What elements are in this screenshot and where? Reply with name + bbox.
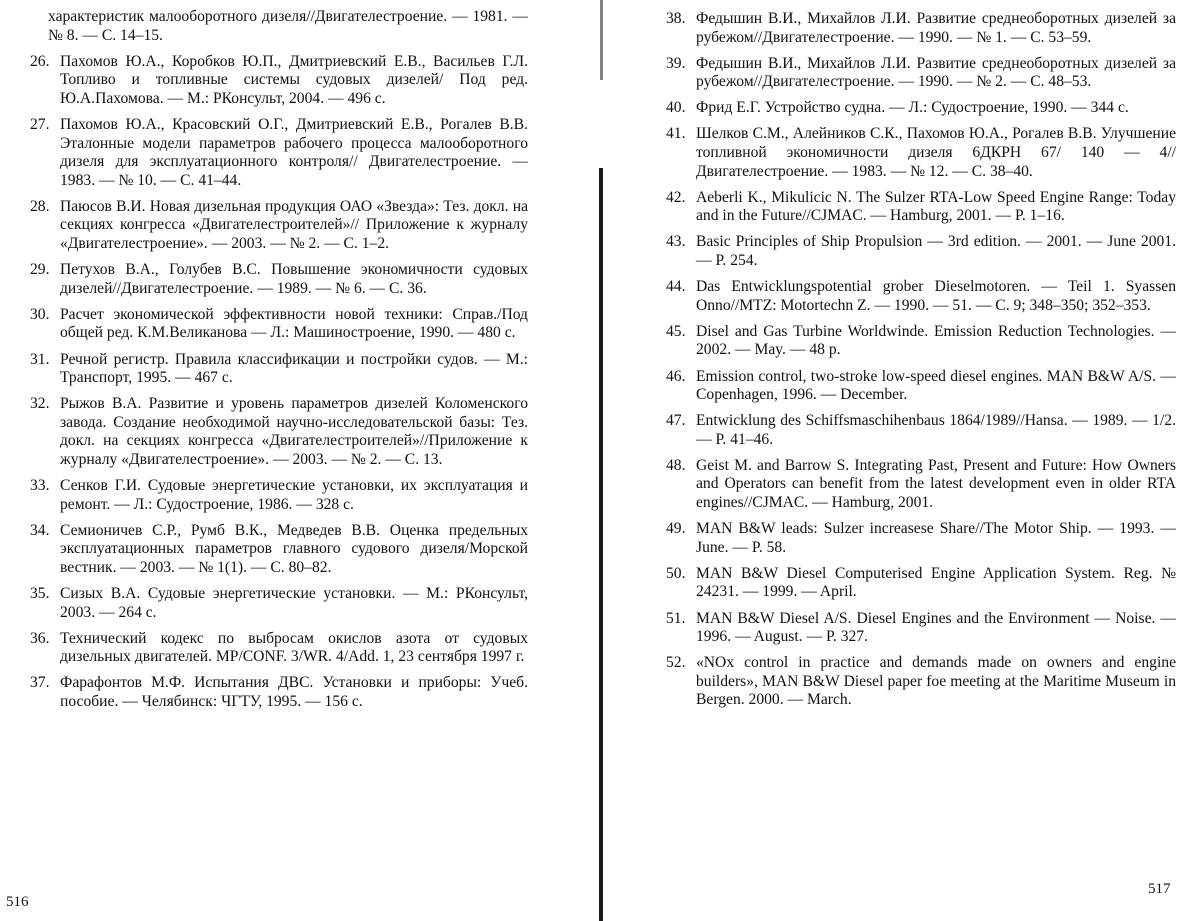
reference-continuation xyxy=(30,8,528,45)
reference-item xyxy=(666,233,1176,270)
reference-number: 50. xyxy=(666,564,686,582)
reference-text: Geist M. and Barrow S. Integrating Past, Present and Future: How Owners and Operators can benefit from the latest development even in older RTA engines//CJMAC. — Hamburg, 2001. xyxy=(696,456,1176,512)
reference-item xyxy=(666,565,1176,602)
reference-item xyxy=(30,674,528,711)
reference-number: 35. xyxy=(30,585,50,603)
reference-text: Пахомов Ю.А., Красовский О.Г., Дмитриевский Е.В., Рогалев В.В. Эталонные модели параметров рабочего процесса малооборотного дизеля для эксплуатационного контроля// Двигателестроение. — 1983. — № 10. — С. 41–44. xyxy=(60,115,528,189)
reference-number: 51. xyxy=(666,609,686,627)
reference-number: 45. xyxy=(666,322,686,340)
reference-number: 34. xyxy=(30,521,50,539)
reference-item xyxy=(30,522,528,578)
reference-item xyxy=(666,99,1176,118)
reference-text: Сенков Г.И. Судовые энергетические установки, их эксплуатация и ремонт. — Л.: Судостроение, 1986. — 328 с. xyxy=(60,477,528,513)
reference-number: 28. xyxy=(30,197,50,215)
reference-text: Паюсов В.И. Новая дизельная продукция ОАО «Звезда»: Тез. докл. на секциях конгресса «Двигателестроителей»// Приложение к журналу «Двигателестроение». — 2003. — № 2. — С. 1–2. xyxy=(60,197,528,253)
reference-number: 39. xyxy=(666,54,686,72)
reference-number: 27. xyxy=(30,115,50,133)
reference-item xyxy=(30,53,528,109)
reference-number: 48. xyxy=(666,456,686,474)
reference-text: MAN B&W Diesel Computerised Engine Application System. Reg. № 24231. — 1999. — April. xyxy=(696,564,1176,601)
reference-number: 41. xyxy=(666,125,686,143)
reference-text: Федышин В.И., Михайлов Л.И. Развитие среднеоборотных дизелей за рубежом//Двигателестроение. — 1990. — № 2. — С. 48–53. xyxy=(696,54,1176,91)
reference-item xyxy=(30,116,528,190)
reference-text: Технический кодекс по выбросам окислов азота от судовых дизельных двигателей. MP/CONF. 3/WR. 4/Add. 1, 23 сентября 1997 г. xyxy=(60,629,528,666)
reference-number: 31. xyxy=(30,350,50,368)
reference-item xyxy=(666,520,1176,557)
reference-item xyxy=(666,368,1176,405)
reference-text: Aeberli K., Mikulicic N. The Sulzer RTA-Low Speed Engine Range: Today and in the Future//CJMAC. — Hamburg, 2001. — P. 1–16. xyxy=(696,188,1176,225)
reference-item xyxy=(666,10,1176,47)
reference-number: 46. xyxy=(666,367,686,385)
reference-item xyxy=(30,351,528,388)
reference-item xyxy=(666,457,1176,513)
reference-item xyxy=(666,323,1176,360)
reference-number: 49. xyxy=(666,520,686,538)
page-number-left: 516 xyxy=(6,894,29,910)
reference-text: Семионичев С.Р., Румб В.К., Медведев В.В. Оценка предельных эксплуатационных параметров главного судового дизеля/Морской вестник. — 2003. — № 1(1). — С. 80–82. xyxy=(60,521,528,576)
reference-number: 33. xyxy=(30,477,50,495)
reference-list-left xyxy=(30,8,528,719)
reference-number: 30. xyxy=(30,305,50,323)
reference-text: Basic Principles of Ship Propulsion — 3rd edition. — 2001. — June 2001. — P. 254. xyxy=(696,233,1176,270)
reference-number: 40. xyxy=(666,99,686,117)
reference-item xyxy=(30,477,528,514)
gutter-shadow-top xyxy=(600,0,603,80)
reference-text: Федышин В.И., Михайлов Л.И. Развитие среднеоборотных дизелей за рубежом//Двигателестроение. — 1990. — № 1. — С. 53–59. xyxy=(696,10,1176,46)
reference-number: 38. xyxy=(666,10,686,27)
reference-text: Расчет экономической эффективности новой техники: Справ./Под общей ред. К.М.Великанова — Л.: Машиностроение, 1990. — 480 с. xyxy=(60,305,528,342)
reference-text: Entwicklung des Schiffsmaschihenbaus 1864/1989//Hansa. — 1989. — 1/2. — P. 41–46. xyxy=(696,412,1176,448)
reference-number: 29. xyxy=(30,261,50,279)
reference-item xyxy=(30,261,528,298)
reference-item xyxy=(30,630,528,667)
gutter-shadow-bottom xyxy=(599,168,603,921)
reference-text: «NOx control in practice and demands made on owners and engine builders», MAN B&W Diesel paper foe meeting at the Maritime Museum in Bergen. 2000. — March. xyxy=(696,654,1176,709)
reference-number: 37. xyxy=(30,674,50,692)
reference-item xyxy=(666,610,1176,647)
reference-item xyxy=(30,395,528,469)
book-spine-gutter xyxy=(590,0,612,921)
reference-text: Emission control, two-stroke low-speed diesel engines. MAN B&W A/S. — Copenhagen, 1996. — December. xyxy=(696,367,1176,404)
reference-text: MAN B&W leads: Sulzer increasese Share//The Motor Ship. — 1993. — June. — P. 58. xyxy=(696,520,1176,556)
reference-item xyxy=(666,278,1176,315)
reference-list-right xyxy=(666,10,1176,718)
reference-item xyxy=(666,412,1176,449)
reference-item xyxy=(666,55,1176,92)
reference-item xyxy=(30,585,528,622)
reference-text: характеристик малооборотного дизеля//Двигателестроение. — 1981. — № 8. — С. 14–15. xyxy=(48,8,528,44)
reference-item xyxy=(30,198,528,254)
reference-item xyxy=(666,654,1176,710)
reference-text: Disel and Gas Turbine Worldwinde. Emission Reduction Technologies. — 2002. — May. — 48 p. xyxy=(696,322,1176,359)
reference-number: 47. xyxy=(666,412,686,430)
reference-number: 26. xyxy=(30,52,50,70)
reference-text: Пахомов Ю.А., Коробков Ю.П., Дмитриевский Е.В., Васильев Г.Л. Топливо и топливные системы судовых дизелей/ Под ред. Ю.А.Пахомова. — М.: РКонсульт, 2004. — 496 с. xyxy=(60,52,528,107)
reference-text: Рыжов В.А. Развитие и уровень параметров дизелей Коломенского завода. Создание необходимой научно-исследовательской базы: Тез. докл. на секциях конгресса «Двигателестроителей»//Приложение к журналу «Двигателестроение». — 2003. — № 2. — С. 13. xyxy=(60,395,528,468)
reference-text: Das Entwicklungspotential grober Dieselmotoren. — Teil 1. Syassen Onno//MTZ: Motortechn Z. — 1990. — 51. — С. 9; 348–350; 352–353. xyxy=(696,278,1176,314)
reference-number: 44. xyxy=(666,278,686,296)
right-page xyxy=(612,0,1200,921)
reference-number: 52. xyxy=(666,654,686,672)
reference-number: 43. xyxy=(666,233,686,251)
reference-number: 36. xyxy=(30,629,50,647)
reference-text: Речной регистр. Правила классификации и постройки судов. — М.: Транспорт, 1995. — 467 с. xyxy=(60,350,528,387)
reference-item xyxy=(666,189,1176,226)
reference-item xyxy=(666,125,1176,181)
reference-number: 32. xyxy=(30,395,50,413)
reference-text: MAN B&W Diesel A/S. Diesel Engines and the Environment — Noise. — 1996. — August. — P. 327. xyxy=(696,609,1176,646)
left-page xyxy=(0,0,590,921)
reference-number: 42. xyxy=(666,188,686,206)
reference-text: Петухов В.А., Голубев В.С. Повышение экономичности судовых дизелей//Двигателестроение. — 1989. — № 6. — С. 36. xyxy=(60,261,528,297)
reference-text: Фрид Е.Г. Устройство судна. — Л.: Судостроение, 1990. — 344 с. xyxy=(696,99,1129,117)
reference-text: Фарафонтов М.Ф. Испытания ДВС. Установки и приборы: Учеб. пособие. — Челябинск: ЧГТУ, 1995. — 156 с. xyxy=(60,674,528,710)
reference-text: Сизых В.А. Судовые энергетические установки. — М.: РКонсульт, 2003. — 264 с. xyxy=(60,585,528,621)
reference-text: Шелков С.М., Алейников С.К., Пахомов Ю.А., Рогалев В.В. Улучшение топливной экономичности дизеля 6ДКРН 67/ 140 — 4//Двигателестроение. — 1983. — № 12. — С. 38–40. xyxy=(696,125,1176,180)
reference-item xyxy=(30,306,528,343)
page-number-right: 517 xyxy=(1148,881,1171,897)
